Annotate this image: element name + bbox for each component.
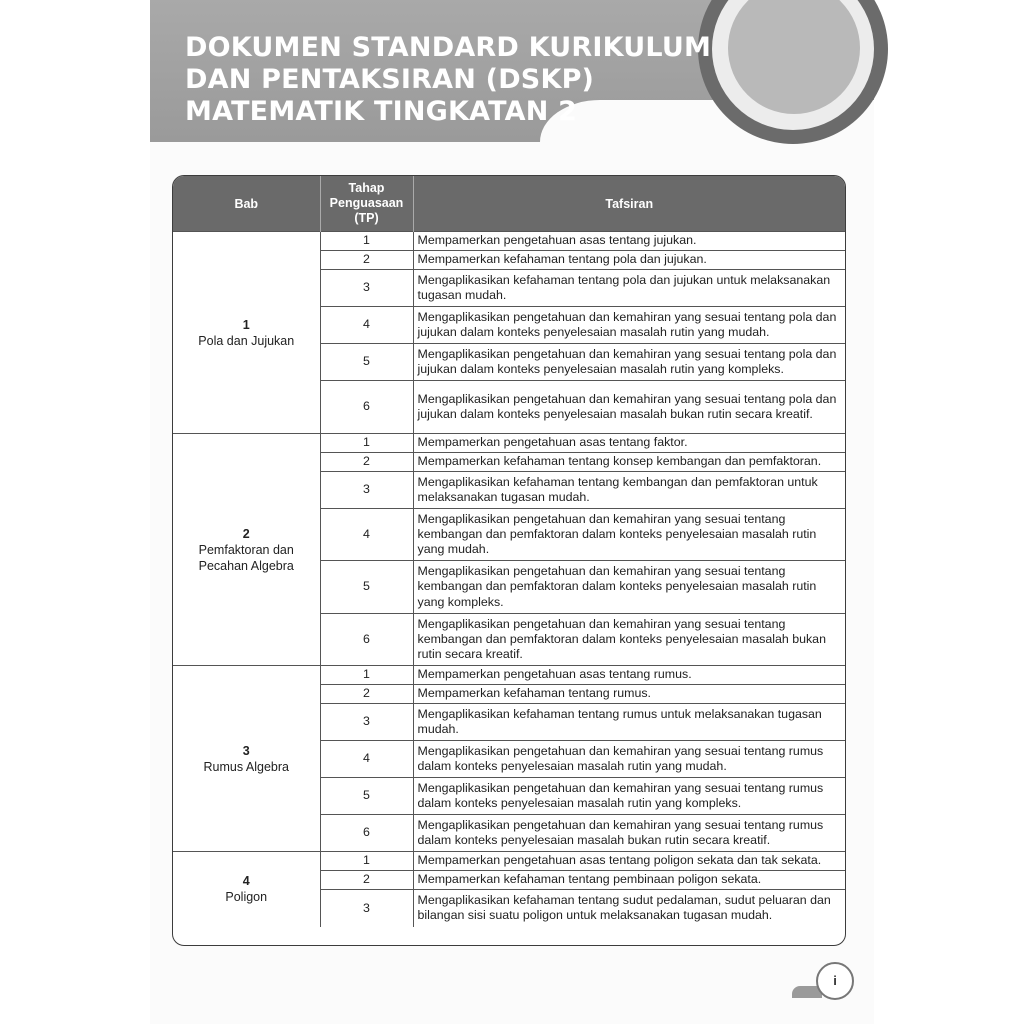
title-line-1: DOKUMEN STANDARD KURIKULUM bbox=[185, 32, 712, 63]
table-header-row bbox=[173, 176, 845, 232]
tp-level: 4 bbox=[320, 509, 413, 561]
tp-level: 5 bbox=[320, 778, 413, 815]
chapter-name-line-2: Pecahan Algebra bbox=[198, 558, 294, 573]
tafsiran-text: Mengaplikasikan kefahaman tentang pola dan jujukan untuk melaksanakan tugasan mudah. bbox=[413, 270, 845, 307]
header-tp-line-2: Penguasaan bbox=[329, 196, 404, 210]
table-row bbox=[173, 434, 845, 453]
tafsiran-text: Mengaplikasikan kefahaman tentang sudut pedalaman, sudut peluaran dan bilangan sisi suatu poligon untuk melaksanakan tugasan mudah. bbox=[413, 890, 845, 927]
chapter-name-line-1: Pemfaktoran dan bbox=[198, 542, 294, 557]
header-tp-line-1: Tahap bbox=[348, 181, 385, 195]
tp-level: 6 bbox=[320, 381, 413, 434]
tp-level: 2 bbox=[320, 251, 413, 270]
chapter-number: 3 bbox=[242, 743, 250, 758]
chapter-name: Rumus Algebra bbox=[203, 759, 289, 774]
tp-level: 1 bbox=[320, 232, 413, 251]
chapter-cell-4 bbox=[173, 852, 320, 927]
chapter-number: 2 bbox=[242, 526, 250, 541]
tafsiran-text: Mempamerkan pengetahuan asas tentang faktor. bbox=[413, 434, 845, 453]
tp-level: 5 bbox=[320, 344, 413, 381]
tafsiran-text: Mengaplikasikan pengetahuan dan kemahiran yang sesuai tentang pola dan jujukan dalam konteks penyelesaian masalah rutin yang mudah. bbox=[413, 307, 845, 344]
page-number: i bbox=[816, 962, 854, 1000]
tp-level: 2 bbox=[320, 453, 413, 472]
tp-level: 1 bbox=[320, 666, 413, 685]
tafsiran-text: Mempamerkan kefahaman tentang pembinaan poligon sekata. bbox=[413, 871, 845, 890]
chapter-number: 4 bbox=[242, 874, 250, 889]
chapter-number: 1 bbox=[242, 317, 250, 332]
tafsiran-text: Mempamerkan pengetahuan asas tentang poligon sekata dan tak sekata. bbox=[413, 852, 845, 871]
tafsiran-text: Mengaplikasikan pengetahuan dan kemahiran yang sesuai tentang rumus dalam konteks penyelesaian masalah rutin yang mudah. bbox=[413, 741, 845, 778]
tp-level: 3 bbox=[320, 890, 413, 927]
header-tp bbox=[320, 176, 413, 232]
tp-level: 4 bbox=[320, 307, 413, 344]
table-row bbox=[173, 232, 845, 251]
table-row bbox=[173, 666, 845, 685]
tafsiran-text: Mengaplikasikan pengetahuan dan kemahiran yang sesuai tentang kembangan dan pemfaktoran dalam konteks penyelesaian masalah rutin yang kompleks. bbox=[413, 561, 845, 614]
chapter-cell-1 bbox=[173, 232, 320, 434]
table-row bbox=[173, 852, 845, 871]
tafsiran-text: Mempamerkan pengetahuan asas tentang rumus. bbox=[413, 666, 845, 685]
tp-table bbox=[173, 176, 845, 927]
tafsiran-text: Mengaplikasikan kefahaman tentang kembangan dan pemfaktoran untuk melaksanakan tugasan mudah. bbox=[413, 472, 845, 509]
chapter-name: Pola dan Jujukan bbox=[198, 333, 295, 348]
tp-level: 6 bbox=[320, 815, 413, 852]
tp-level: 2 bbox=[320, 685, 413, 704]
tafsiran-text: Mempamerkan kefahaman tentang rumus. bbox=[413, 685, 845, 704]
tp-level: 5 bbox=[320, 561, 413, 614]
tafsiran-text: Mengaplikasikan pengetahuan dan kemahiran yang sesuai tentang kembangan dan pemfaktoran dalam konteks penyelesaian masalah bukan rutin secara kreatif. bbox=[413, 614, 845, 666]
tafsiran-text: Mengaplikasikan pengetahuan dan kemahiran yang sesuai tentang kembangan dan pemfaktoran dalam konteks penyelesaian masalah rutin yang mudah. bbox=[413, 509, 845, 561]
tafsiran-text: Mempamerkan kefahaman tentang pola dan jujukan. bbox=[413, 251, 845, 270]
chapter-cell-2 bbox=[173, 434, 320, 666]
header-tp-line-3: (TP) bbox=[354, 211, 379, 225]
chapter-cell-3 bbox=[173, 666, 320, 852]
chapter-name: Poligon bbox=[225, 890, 268, 905]
tp-level: 2 bbox=[320, 871, 413, 890]
tafsiran-text: Mengaplikasikan pengetahuan dan kemahiran yang sesuai tentang pola dan jujukan dalam konteks penyelesaian masalah rutin yang kompleks. bbox=[413, 344, 845, 381]
tp-level: 3 bbox=[320, 704, 413, 741]
tafsiran-text: Mengaplikasikan pengetahuan dan kemahiran yang sesuai tentang rumus dalam konteks penyelesaian masalah rutin yang kompleks. bbox=[413, 778, 845, 815]
page-title bbox=[185, 32, 711, 128]
tafsiran-text: Mempamerkan kefahaman tentang konsep kembangan dan pemfaktoran. bbox=[413, 453, 845, 472]
dskp-table bbox=[172, 175, 846, 946]
tp-level: 6 bbox=[320, 614, 413, 666]
header-bab: Bab bbox=[173, 176, 320, 232]
tafsiran-text: Mengaplikasikan pengetahuan dan kemahiran yang sesuai tentang pola dan jujukan dalam konteks penyelesaian masalah bukan rutin secara kreatif. bbox=[413, 381, 845, 434]
tp-level: 4 bbox=[320, 741, 413, 778]
tp-level: 3 bbox=[320, 472, 413, 509]
tafsiran-text: Mengaplikasikan pengetahuan dan kemahiran yang sesuai tentang rumus dalam konteks penyelesaian masalah bukan rutin secara kreatif. bbox=[413, 815, 845, 852]
title-line-2: DAN PENTAKSIRAN (DSKP) bbox=[185, 64, 595, 95]
tp-level: 3 bbox=[320, 270, 413, 307]
tp-level: 1 bbox=[320, 852, 413, 871]
tafsiran-text: Mempamerkan pengetahuan asas tentang jujukan. bbox=[413, 232, 845, 251]
tafsiran-text: Mengaplikasikan kefahaman tentang rumus untuk melaksanakan tugasan mudah. bbox=[413, 704, 845, 741]
title-line-3: MATEMATIK TINGKATAN 2 bbox=[185, 96, 578, 127]
tp-level: 1 bbox=[320, 434, 413, 453]
header-tafsiran: Tafsiran bbox=[413, 176, 845, 232]
